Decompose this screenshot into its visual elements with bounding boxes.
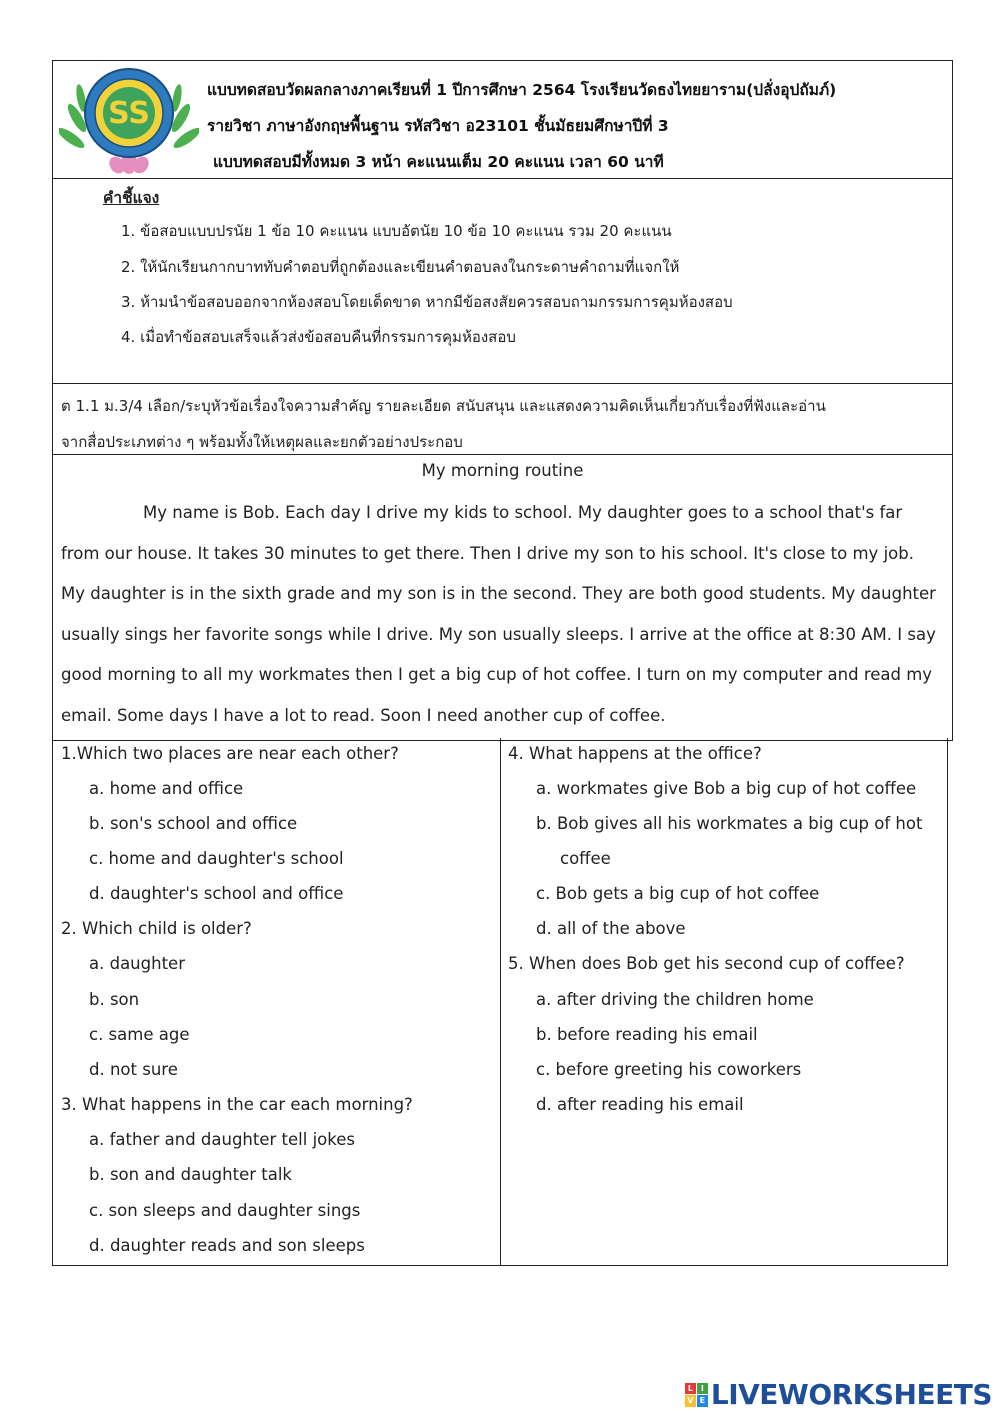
badge-letter: I — [697, 1383, 708, 1395]
questions-left-column — [53, 738, 501, 1265]
reading-title: My morning routine — [421, 461, 584, 480]
question-2: 2. Which child is older? — [61, 919, 252, 938]
question-4: 4. What happens at the office? — [508, 744, 762, 763]
questions-right-column — [500, 738, 947, 1265]
header-title: แบบทดสอบวัดผลกลางภาคเรียนที่ 1 ปีการศึกษา 2564 โรงเรียนวัดธงไทยยาราม(ปลั่งอุปถัมภ์) — [207, 81, 837, 99]
instruction-item: 1. ข้อสอบแบบปรนัย 1 ข้อ 10 คะแนน แบบอัตนัย 10 ข้อ 10 คะแนน รวม 20 คะแนน — [121, 222, 672, 240]
learning-standard — [52, 383, 953, 454]
instruction-item: 3. ห้ามนำข้อสอบออกจากห้องสอบโดยเด็ดขาด หากมีข้อสงสัยควรสอบถามกรรมการคุมห้องสอบ — [121, 293, 733, 311]
reading-paragraph: My name is Bob. Each day I drive my kids to school. My daughter goes to a school that's far from our house. It takes 30 minutes to get there. Then I drive my son to his school. It's close to my job. My daughter is in the sixth grade and my son is in the second. They are both good students. My daughter usually sings her favorite songs while I drive. My son usually sleeps. I arrive at the office at 8:30 AM. I say good morning to all my workmates then I get a big cup of hot coffee. I turn on my computer and read my email. Some days I have a lot to read. Soon I need another cup of coffee. — [61, 503, 936, 725]
header-subject: รายวิชา ภาษาอังกฤษพื้นฐาน รหัสวิชา อ23101 ชั้นมัธยมศึกษาปีที่ 3 — [207, 117, 669, 135]
option-1b[interactable]: b. son's school and office — [89, 814, 298, 833]
question-1: 1.Which two places are near each other? — [61, 744, 399, 763]
option-5b[interactable]: b. before reading his email — [536, 1025, 758, 1044]
badge-letter: L — [685, 1383, 696, 1395]
question-3: 3. What happens in the car each morning? — [61, 1095, 413, 1114]
option-4b[interactable]: b. Bob gives all his workmates a big cup of hot — [536, 814, 923, 833]
liveworksheets-brand[interactable] — [685, 1378, 992, 1411]
option-5c[interactable]: c. before greeting his coworkers — [536, 1060, 802, 1079]
badge-letter: E — [697, 1395, 708, 1407]
option-2a[interactable]: a. daughter — [89, 954, 185, 973]
standard-line: จากสื่อประเภทต่าง ๆ พร้อมทั้งให้เหตุผลและยกตัวอย่างประกอบ — [61, 433, 463, 451]
instruction-item: 4. เมื่อทำข้อสอบเสร็จแล้วส่งข้อสอบคืนที่กรรมการคุมห้องสอบ — [121, 328, 516, 346]
standard-line: ต 1.1 ม.3/4 เลือก/ระบุหัวข้อเรื่องใจความสำคัญ รายละเอียด สนับสนุน และแสดงความคิดเห็นเกี่ยวกับเรื่องที่ฟังและอ่าน — [61, 397, 826, 415]
reading-body — [61, 493, 942, 737]
exam-header — [52, 60, 953, 178]
question-5: 5. When does Bob get his second cup of coffee? — [508, 954, 905, 973]
svg-text:SS: SS — [108, 96, 150, 131]
reading-passage — [52, 454, 953, 741]
option-3c[interactable]: c. son sleeps and daughter sings — [89, 1201, 361, 1220]
questions-table — [52, 738, 948, 1266]
option-2c[interactable]: c. same age — [89, 1025, 190, 1044]
brand-name: LIVEWORKSHEETS — [710, 1378, 992, 1411]
option-1a[interactable]: a. home and office — [89, 779, 244, 798]
option-1c[interactable]: c. home and daughter's school — [89, 849, 344, 868]
option-3b[interactable]: b. son and daughter talk — [89, 1165, 292, 1184]
option-5d[interactable]: d. after reading his email — [536, 1095, 744, 1114]
option-1d[interactable]: d. daughter's school and office — [89, 884, 344, 903]
option-2b[interactable]: b. son — [89, 990, 140, 1009]
instruction-item: 2. ให้นักเรียนกากบาททับคำตอบที่ถูกต้องและเขียนคำตอบลงในกระดาษคำถามที่แจกให้ — [121, 258, 680, 276]
badge-letter: V — [685, 1395, 696, 1407]
instructions — [52, 178, 953, 383]
option-4a[interactable]: a. workmates give Bob a big cup of hot coffee — [536, 779, 917, 798]
option-3d[interactable]: d. daughter reads and son sleeps — [89, 1236, 365, 1255]
liveworksheets-logo-icon — [685, 1383, 707, 1407]
option-5a[interactable]: a. after driving the children home — [536, 990, 814, 1009]
exam-sheet — [52, 60, 953, 741]
option-4b-continued[interactable]: coffee — [560, 849, 611, 868]
option-3a[interactable]: a. father and daughter tell jokes — [89, 1130, 355, 1149]
option-2d[interactable]: d. not sure — [89, 1060, 178, 1079]
instructions-title: คำชี้แจง — [103, 189, 160, 207]
option-4d[interactable]: d. all of the above — [536, 919, 686, 938]
header-exam-info: แบบทดสอบมีทั้งหมด 3 หน้า คะแนนเต็ม 20 คะแนน เวลา 60 นาที — [213, 153, 664, 171]
school-logo-icon — [59, 63, 199, 176]
option-4c[interactable]: c. Bob gets a big cup of hot coffee — [536, 884, 820, 903]
